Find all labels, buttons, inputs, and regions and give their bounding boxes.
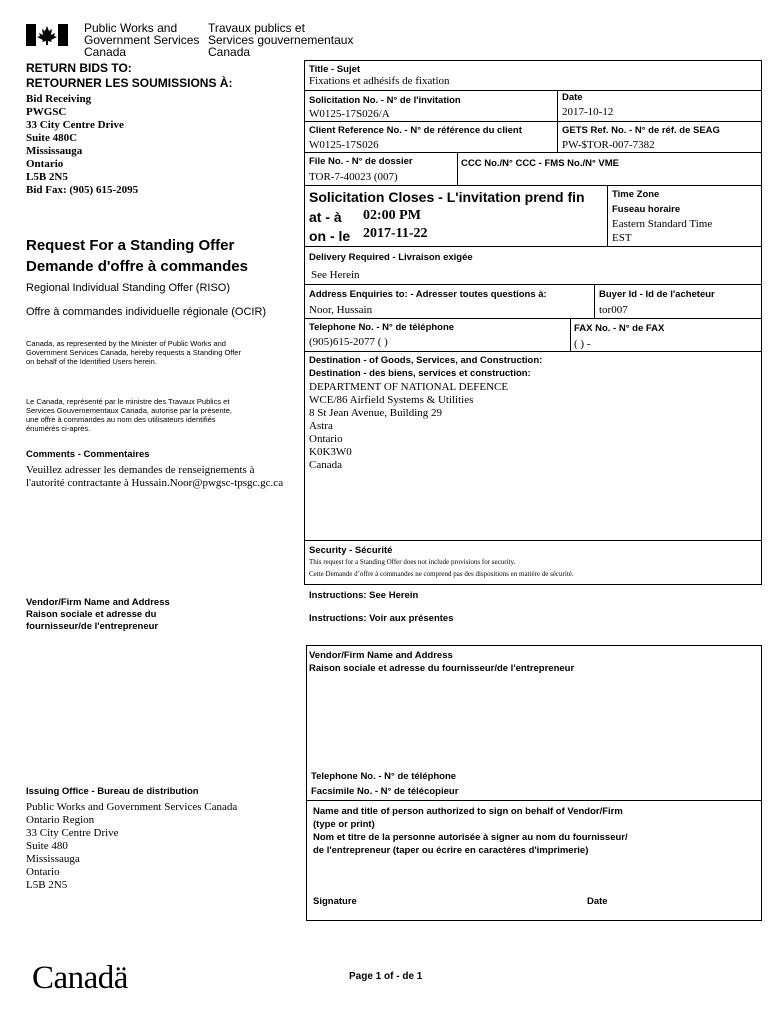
address-line: Suite 480 (26, 840, 68, 852)
return-bids-title-fr: RETOURNER LES SOUMISSIONS À: (26, 76, 233, 90)
bid-fax: Bid Fax: (905) 615-2095 (26, 184, 139, 196)
destination-line: 8 St Jean Avenue, Building 29 (309, 407, 443, 419)
fax-label: FAX No. - N° de FAX (574, 323, 665, 334)
dept-en-line: Canada (84, 45, 127, 59)
vendor-fax-label: Facsimile No. - N° de télécopieur (311, 786, 459, 797)
issuing-office-address (26, 801, 237, 892)
client-ref-value: W0125-17S026 (309, 139, 379, 151)
comment-line: l'autorité contractante à Hussain.Noor@pwgsc-tpsgc.gc.ca (26, 477, 284, 489)
instructions-fr: Instructions: Voir aux présentes (309, 613, 454, 624)
comments-text (26, 464, 283, 490)
destination-label-fr: Destination - des biens, services et construction: (309, 368, 531, 379)
request-title-fr: Demande d'offre à commandes (26, 258, 248, 275)
dept-en-line: Government Services (84, 33, 200, 47)
riso-label: Regional Individual Standing Offer (RISO) (26, 282, 231, 294)
title-label: Title - Sujet (309, 64, 361, 75)
enquiries-value: Noor, Hussain (309, 304, 373, 316)
file-label: File No. - N° de dossier (309, 156, 413, 167)
address-line: Ontario (26, 158, 64, 170)
text-line: Government Services Canada, hereby requests a Standing Offer (26, 348, 241, 357)
request-text-fr (26, 397, 232, 433)
buyer-value: tor007 (599, 304, 628, 316)
comments-label: Comments - Commentaires (26, 449, 150, 460)
at-value: 02:00 PM (363, 208, 421, 223)
address-line: Public Works and Government Services Canada (26, 801, 238, 813)
department-name-en (84, 22, 199, 58)
gets-value: PW-$TOR-007-7382 (562, 139, 655, 151)
address-line: PWGSC (26, 106, 67, 118)
text-line: Canada, as represented by the Minister of Public Works and (26, 339, 226, 348)
ocir-label: Offre à commandes individuelle régionale (OCIR) (26, 306, 267, 318)
vendor-left-label (26, 597, 170, 633)
tz-value: Eastern Standard Time (612, 218, 713, 230)
phone-value: (905)615-2077 ( ) (309, 336, 388, 348)
issuing-office-label: Issuing Office - Bureau de distribution (26, 786, 199, 797)
enquiries-label: Address Enquiries to: - Adresser toutes questions à: (309, 289, 547, 300)
return-bids-heading (26, 61, 232, 91)
instructions-en: Instructions: See Herein (309, 590, 419, 601)
destination-label-en: Destination - of Goods, Services, and Construction: (309, 355, 543, 366)
date-label: Date (562, 92, 583, 103)
security-text-en: This request for a Standing Offer does not include provisions for security. (309, 558, 516, 566)
signer-line: (type or print) (313, 819, 375, 830)
security-text-fr: Cette Demande d’offre à commandes ne comprend pas des dispositions en matière de sécurité. (309, 570, 574, 578)
text-line: Le Canada, représenté par le ministre des Travaux Publics et (26, 397, 230, 406)
vendor-box-label-en: Vendor/Firm Name and Address (309, 650, 453, 661)
gets-label: GETS Ref. No. - N° de réf. de SEAG (562, 125, 720, 136)
vendor-phone-label: Telephone No. - N° de téléphone (311, 771, 457, 782)
phone-label: Telephone No. - N° de téléphone (309, 322, 455, 333)
client-ref-label: Client Reference No. - N° de référence du client (309, 125, 522, 136)
text-line: Services Gouvernementaux Canada, autorise par la présente, (26, 406, 232, 415)
tz-label-en: Time Zone (612, 189, 660, 200)
buyer-label: Buyer Id - Id de l'acheteur (599, 289, 715, 300)
address-line: L5B 2N5 (26, 171, 68, 183)
return-bids-title-en: RETURN BIDS TO: (26, 61, 132, 75)
at-label: at - à (309, 209, 342, 225)
address-line: 33 City Centre Drive (26, 119, 124, 131)
canada-flag-logo (26, 24, 68, 46)
fax-value: ( ) - (574, 338, 591, 350)
canada-wordmark: Canadä (32, 960, 128, 996)
text-line: énumérés ci-après. (26, 424, 91, 433)
delivery-label: Delivery Required - Livraison exigée (309, 252, 473, 263)
signature-label: Signature (313, 896, 357, 907)
destination-address (309, 381, 508, 472)
address-line: Mississauga (26, 853, 80, 865)
on-label: on - le (309, 228, 351, 244)
dept-fr-line: Canada (208, 45, 251, 59)
address-line: Bid Receiving (26, 93, 92, 105)
address-line: 33 City Centre Drive (26, 827, 119, 839)
file-value: TOR-7-40023 (007) (309, 171, 398, 183)
tz-label-fr: Fuseau horaire (612, 204, 681, 215)
request-title (26, 235, 248, 277)
signer-line: Name and title of person authorized to sign on behalf of Vendor/Firm (313, 806, 623, 817)
title-value: Fixations et adhésifs de fixation (309, 75, 450, 87)
label-line: fournisseur/de l'entrepreneur (26, 621, 159, 632)
destination-line: K0K3W0 (309, 446, 352, 458)
closes-label: Solicitation Closes - L'invitation prend fin (309, 189, 585, 205)
signer-label (313, 805, 628, 857)
security-label: Security - Sécurité (309, 545, 393, 556)
tz-abbr: EST (612, 232, 632, 244)
solicitation-value: W0125-17S026/A (309, 108, 390, 120)
department-name-fr (208, 22, 353, 58)
address-line: L5B 2N5 (26, 879, 68, 891)
dept-fr-line: Services gouvernementaux (208, 33, 354, 47)
request-text-en (26, 339, 241, 366)
ccc-label: CCC No./N° CCC - FMS No./N° VME (461, 158, 620, 169)
solicitation-label: Solicitation No. - N° de l'invitation (309, 95, 461, 106)
request-title-en: Request For a Standing Offer (26, 237, 235, 254)
dept-fr-line: Travaux publics et (208, 21, 305, 35)
signer-line: Nom et titre de la personne autorisée à signer au nom du fournisseur/ (313, 832, 628, 843)
destination-line: Canada (309, 459, 342, 471)
return-bids-address (26, 93, 138, 197)
destination-line: Astra (309, 420, 333, 432)
address-line: Suite 480C (26, 132, 78, 144)
page-number: Page 1 of - de 1 (349, 971, 423, 982)
on-value: 2017-11-22 (363, 226, 428, 241)
comment-line: Veuillez adresser les demandes de renseignements à (26, 464, 255, 476)
label-line: Raison sociale et adresse du (26, 609, 157, 620)
destination-line: DEPARTMENT OF NATIONAL DEFENCE (309, 381, 509, 393)
signature-date-label: Date (587, 896, 608, 907)
destination-line: Ontario (309, 433, 343, 445)
vendor-box[interactable] (306, 645, 762, 921)
label-line: Vendor/Firm Name and Address (26, 597, 170, 608)
date-value: 2017-10-12 (562, 106, 614, 118)
delivery-value: See Herein (311, 269, 360, 281)
address-line: Ontario (26, 866, 60, 878)
address-line: Ontario Region (26, 814, 95, 826)
dept-en-line: Public Works and (84, 21, 178, 35)
signer-line: de l'entrepreneur (taper ou écrire en caractères d'imprimerie) (313, 845, 589, 856)
vendor-box-label-fr: Raison sociale et adresse du fournisseur/de l'entrepreneur (309, 663, 575, 674)
address-line: Mississauga (26, 145, 83, 157)
destination-line: WCE/86 Airfield Systems & Utilities (309, 394, 474, 406)
text-line: une offre à commandes au nom des utilisateurs identifiés (26, 415, 216, 424)
text-line: on behalf of the Identified Users herein. (26, 357, 157, 366)
